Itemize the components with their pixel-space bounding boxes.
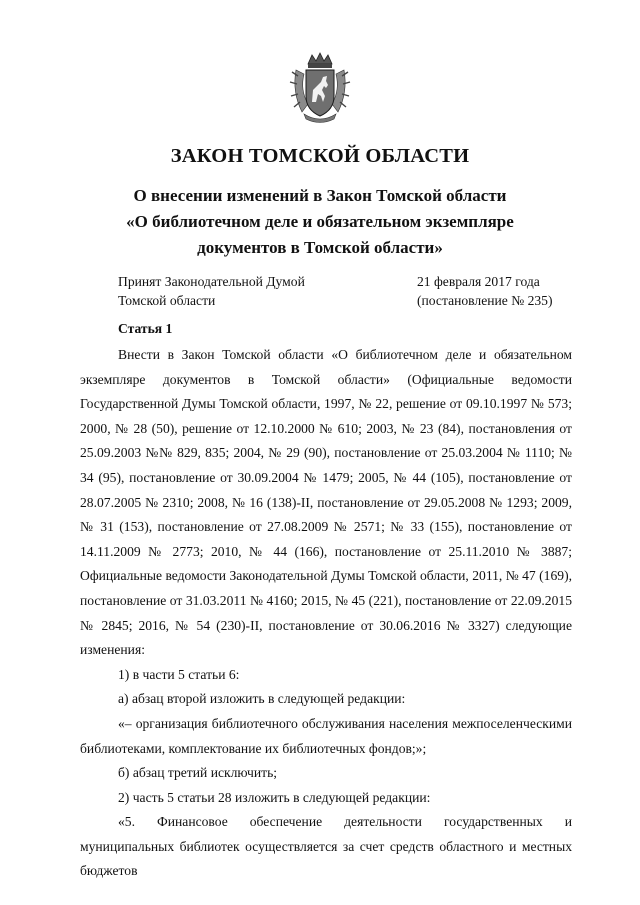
amendment-subitem: а) абзац второй изложить в следующей редакции: xyxy=(118,691,406,707)
adopted-by-block xyxy=(118,272,378,310)
amendment-item: 1) в части 5 статьи 6: xyxy=(118,666,240,682)
amendment-subitem: б) абзац третий исключить; xyxy=(118,765,278,781)
article-intro-paragraph: Внести в Закон Томской области «О библиотечном деле и обязательном экземпляре документов в Томской области» (Официальные ведомости Государственной Думы Томской области, 1997, № 22, решение от 09.10.1997 № 573; 2000, № 28 (50), решение от 12.10.2000 № 610; 2003, № 23 (84), постановления от 25.09.2003 №№ 829, 835; 2004, № 29 (90), постановление от 25.03.2004 № 1110; № 34 (95), постановление от 30.09.2004 № 1479; 2005, № 44 (105), постановление от 28.07.2005 № 2310; 2008, № 16 (138)-II, постановление от 29.05.2008 № 1293; 2009, № 31 (153), постановление от 27.08.2009 № 2571; № 33 (155), постановление от 14.11.2009 № 2773; 2010, № 44 (166), постановление от 25.11.2010 № 3887; Официальные ведомости Законодательной Думы Томской области, 2011, № 47 (169), постановление от 31.03.2011 № 4160; 2015, № 45 (221), постановление от 22.09.2015 № 2845; 2016, № 54 (230)-II, постановление от 30.06.2016 № 3327) следующие изменения: xyxy=(80,347,572,658)
subtitle-line: «О библиотечном деле и обязательном экземпляре xyxy=(126,212,514,231)
adopted-by-line: Томской области xyxy=(118,293,216,308)
article-heading: Статья 1 xyxy=(118,321,173,336)
subtitle-line: документов в Томской области» xyxy=(197,238,443,257)
subtitle-line: О внесении изменений в Закон Томской области xyxy=(133,186,507,205)
amendment-text: «5. Финансовое обеспечение деятельности государственных и муниципальных библиотек осуществляется за счет средств областного и местных бюджетов xyxy=(80,814,572,879)
adoption-date: 21 февраля 2017 года xyxy=(417,274,540,289)
coat-of-arms-emblem xyxy=(288,52,352,126)
adoption-date-block xyxy=(417,272,607,310)
amendment-text: «– организация библиотечного обслуживания населения межпоселенческими библиотеками, комплектование их библиотечных фондов;»; xyxy=(80,715,572,756)
article-body xyxy=(80,343,572,884)
law-subtitle xyxy=(70,183,570,261)
amendment-item: 2) часть 5 статьи 28 изложить в следующей редакции: xyxy=(118,789,431,805)
law-title: ЗАКОН ТОМСКОЙ ОБЛАСТИ xyxy=(170,145,470,167)
resolution-number: (постановление № 235) xyxy=(417,293,553,308)
adopted-by-line: Принят Законодательной Думой xyxy=(118,274,305,289)
